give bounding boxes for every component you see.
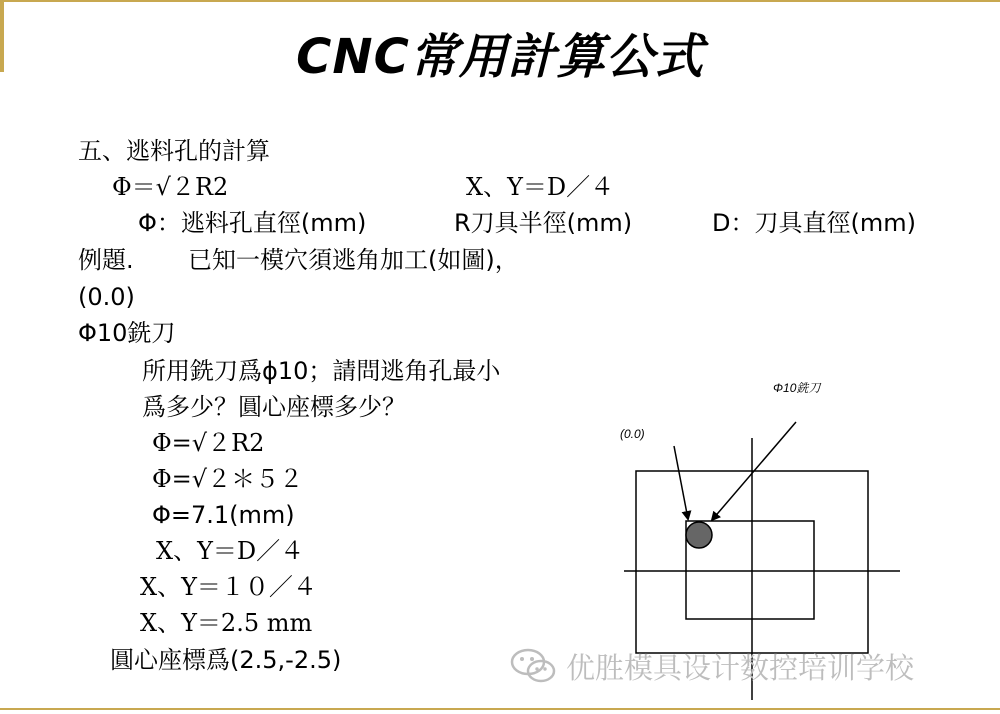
wechat-icon	[510, 647, 558, 685]
example-label: 例題.	[78, 246, 134, 274]
slide-title: CNC常用計算公式	[296, 29, 704, 85]
question-line-2: 爲多少？圓心座標多少？	[142, 393, 406, 421]
origin-text: (0.0)	[78, 283, 135, 311]
step-2: Φ=√２＊５２	[152, 465, 304, 493]
example-text: 已知一模穴須逃角加工(如圖)，	[188, 246, 519, 274]
diagram-origin-label: (0.0)	[620, 427, 645, 441]
diagram-tool-label: Φ10銑刀	[773, 381, 821, 395]
origin-arrow	[674, 446, 688, 519]
top-rule	[0, 0, 1000, 2]
watermark-text: 优胜模具设计数控培训学校	[566, 650, 915, 685]
step-3: Φ=7.1(mm)	[152, 501, 295, 529]
step-5: X、Y＝１０／４	[140, 573, 317, 601]
step-6: X、Y＝2.5 mm	[140, 609, 313, 637]
question-line-1: 所用銑刀爲ϕ10；請問逃角孔最小	[142, 357, 501, 385]
legend-r: R刀具半徑(mm)	[454, 209, 633, 237]
step-1: Φ=√２R2	[152, 429, 265, 457]
formula-phi: Φ＝√２R2	[112, 173, 229, 201]
answer-text: 圓心座標爲(2.5,-2.5)	[110, 646, 342, 674]
formula-xy: X、Y＝D／４	[466, 173, 615, 201]
legend-phi: Φ：逃料孔直徑(mm)	[138, 209, 367, 237]
section-heading: 五、逃料孔的計算	[78, 137, 270, 165]
legend-d: D：刀具直徑(mm)	[712, 209, 916, 237]
bottom-rule	[0, 708, 1000, 710]
step-4: X、Y＝D／４	[156, 537, 305, 565]
watermark	[510, 646, 980, 686]
tool-text: Φ10銑刀	[78, 319, 176, 347]
escape-hole-circle	[686, 522, 712, 548]
